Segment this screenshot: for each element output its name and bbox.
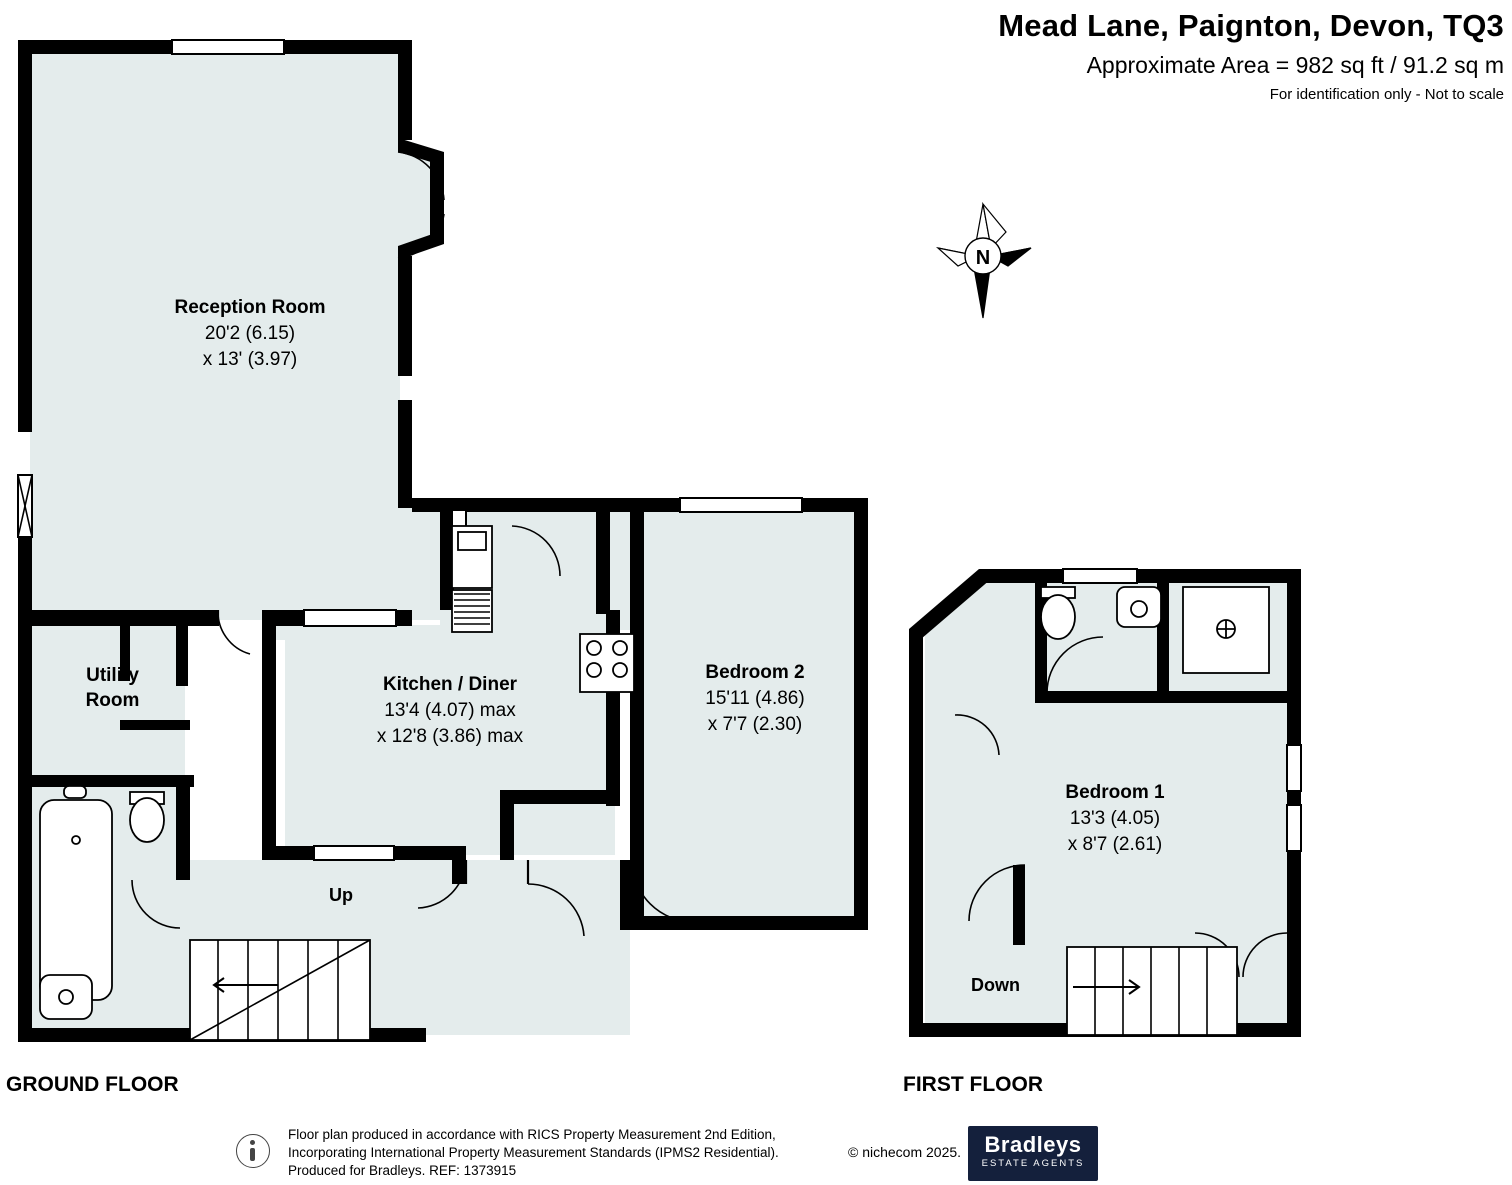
disclaimer: For identification only - Not to scale — [1269, 86, 1504, 103]
room-label-reception-room: Reception Room 20'2 (6.15) x 13' (3.97) — [174, 297, 326, 370]
bradleys-logo — [968, 1126, 1098, 1181]
room-label-bedroom-2: Bedroom 2 15'11 (4.86) x 7'7 (2.30) — [705, 662, 805, 735]
ground-floor-plan — [0, 20, 890, 1060]
copyright-text: © nichecom 2025. — [848, 1144, 962, 1160]
footer — [236, 1126, 1236, 1184]
floor-label-first: FIRST FLOOR — [903, 1073, 1043, 1096]
page-title: Mead Lane, Paignton, Devon, TQ3 — [998, 8, 1504, 43]
stairs-down-label: Down — [971, 975, 1020, 995]
logo-subtitle: ESTATE AGENTS — [981, 1158, 1085, 1169]
footer-text: Floor plan produced in accordance with RICS Property Measurement 2nd Edition, Incorporating International Property Measurement Standards (IPMS2 Residential). Produced for Bradleys. REF: 1373915 — [288, 1127, 779, 1178]
approximate-area: Approximate Area = 982 sq ft / 91.2 sq m — [1086, 52, 1504, 78]
compass-north-label: N — [975, 247, 991, 269]
room-label-utility-room: Utility Room — [85, 665, 140, 711]
info-icon — [236, 1134, 270, 1168]
floor-label-ground: GROUND FLOOR — [6, 1073, 179, 1096]
room-label-bedroom-1: Bedroom 1 13'3 (4.05) x 8'7 (2.61) — [1065, 782, 1165, 855]
compass-rose — [928, 196, 1038, 326]
room-label-kitchen-diner: Kitchen / Diner 13'4 (4.07) max x 12'8 (3.86) max — [376, 674, 524, 747]
logo-name: Bradleys — [984, 1132, 1082, 1157]
stairs-up-label: Up — [329, 885, 353, 905]
